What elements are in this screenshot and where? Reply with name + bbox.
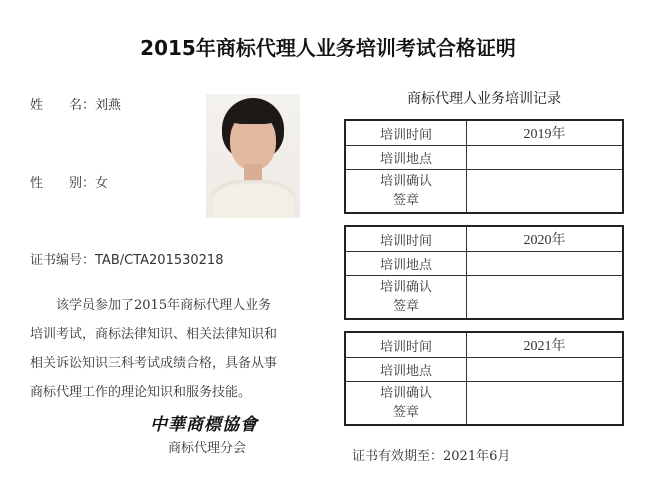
validity-date: 证书有效期至：2021年6月 — [352, 449, 511, 464]
name-field: 姓 名：刘燕 — [30, 98, 122, 113]
training-record-2020 — [344, 225, 624, 320]
confirm-value — [467, 382, 624, 426]
place-label: 培训地点 — [345, 358, 467, 382]
place-label: 培训地点 — [345, 252, 467, 276]
paragraph-line: 商标代理工作的理论知识和服务技能。 — [30, 385, 252, 400]
confirm-value — [467, 170, 624, 214]
certificate-title: 2015年商标代理人业务培训考试合格证明 — [140, 36, 516, 60]
paragraph-line: 相关诉讼知识三科考试成绩合格，具备从事 — [30, 356, 278, 371]
confirm-label: 培训确认 签章 — [345, 276, 467, 320]
training-record-2019 — [344, 119, 624, 214]
training-record-2021 — [344, 331, 624, 426]
association-signature: 中華商標協會 — [150, 415, 258, 435]
place-label: 培训地点 — [345, 146, 467, 170]
time-label: 培训时间 — [345, 120, 467, 146]
record-year: 2021年 — [467, 332, 624, 358]
place-value — [467, 358, 624, 382]
confirm-label: 培训确认 签章 — [345, 170, 467, 214]
place-value — [467, 146, 624, 170]
confirm-value — [467, 276, 624, 320]
confirm-label: 培训确认 签章 — [345, 382, 467, 426]
records-title: 商标代理人业务培训记录 — [407, 91, 561, 107]
place-value — [467, 252, 624, 276]
time-label: 培训时间 — [345, 226, 467, 252]
certification-paragraph — [30, 291, 315, 407]
record-year: 2019年 — [467, 120, 624, 146]
paragraph-line: 培训考试，商标法律知识、相关法律知识和 — [30, 327, 278, 342]
holder-photo — [206, 94, 300, 218]
paragraph-line: 该学员参加了2015年商标代理人业务 — [56, 298, 272, 313]
branch-name: 商标代理分会 — [168, 441, 247, 456]
gender-field: 性 别：女 — [30, 176, 109, 191]
record-year: 2020年 — [467, 226, 624, 252]
certificate-number: 证书编号：TAB/CTA201530218 — [30, 253, 224, 268]
time-label: 培训时间 — [345, 332, 467, 358]
